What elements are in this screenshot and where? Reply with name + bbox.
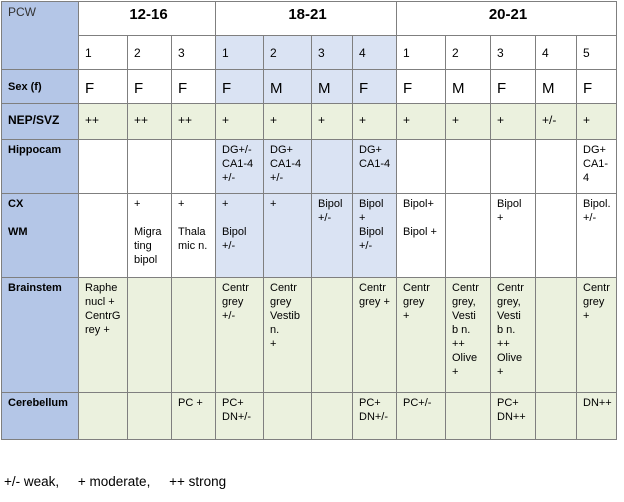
table-cell: Bipol + Bipol +/- [353,194,397,278]
table-cell [312,278,353,393]
case-number: 4 [536,36,577,70]
expression-table [1,1,617,440]
table-cell [264,393,312,440]
table-cell: + [312,104,353,140]
table-row [2,104,617,140]
case-number: 1 [397,36,446,70]
table-cell [128,393,172,440]
case-number: 1 [79,36,128,70]
row-label: Sex (f) [2,70,79,104]
table-cell: + [397,104,446,140]
table-row [2,140,617,194]
case-number: 1 [216,36,264,70]
table-cell: M [312,70,353,104]
case-number: 4 [353,36,397,70]
table-cell [312,140,353,194]
table-cell: Centr grey + [577,278,617,393]
case-number: 3 [491,36,536,70]
table-cell: Centr grey Vestib n. + [264,278,312,393]
table-cell [536,393,577,440]
table-cell: PC+ DN+/- [353,393,397,440]
group-header: 20-21 [397,2,617,36]
table-cell: ++ [79,104,128,140]
table-cell: DG+/- CA1-4 +/- [216,140,264,194]
table-cell [491,140,536,194]
table-row [2,194,617,278]
table-cell [536,140,577,194]
table-cell [128,140,172,194]
table-cell: F [79,70,128,104]
table-cell: + [491,104,536,140]
table-cell [128,278,172,393]
table-cell [446,393,491,440]
table-cell [536,194,577,278]
case-number: 5 [577,36,617,70]
table-cell: + [446,104,491,140]
row-label: Hippocam [2,140,79,194]
table-cell: F [353,70,397,104]
table-cell: DG+ CA1-4 +/- [264,140,312,194]
table-cell: Raphe nucl + CentrG rey + [79,278,128,393]
case-number: 3 [172,36,216,70]
case-number: 3 [312,36,353,70]
table-cell: Bipol + [491,194,536,278]
case-number: 2 [446,36,491,70]
table-cell: +/- [536,104,577,140]
table-cell: Centr grey, Vesti b n. ++ Olive + [491,278,536,393]
case-number: 2 [264,36,312,70]
table-cell: PC+ DN+/- [216,393,264,440]
table-cell: Centr grey +/- [216,278,264,393]
table-cell: F [216,70,264,104]
table-cell: F [128,70,172,104]
table-cell: ++ [172,104,216,140]
table-row [2,278,617,393]
table-cell: + [353,104,397,140]
table-cell [172,140,216,194]
table-cell: Bipol+ Bipol + [397,194,446,278]
case-number: 2 [128,36,172,70]
table-cell: Bipol. +/- [577,194,617,278]
table-cell: Bipol +/- [312,194,353,278]
table-row [2,393,617,440]
pcw-header: PCW [2,2,79,70]
table-cell: + Thala mic n. [172,194,216,278]
table-cell: F [172,70,216,104]
table-cell: Centr grey + [397,278,446,393]
table-cell: + [264,104,312,140]
table-cell: DG+ CA1-4 [353,140,397,194]
table-row [2,70,617,104]
table-cell: ++ [128,104,172,140]
table-cell: + [264,194,312,278]
table-cell: Centr grey, Vesti b n. ++ Olive + [446,278,491,393]
table-cell [536,278,577,393]
table-cell: PC+/- [397,393,446,440]
row-label: Brainstem [2,278,79,393]
table-cell: F [397,70,446,104]
row-label: CX WM [2,194,79,278]
table-cell: DN++ [577,393,617,440]
row-label: NEP/SVZ [2,104,79,140]
table-cell [446,194,491,278]
row-label: Cerebellum [2,393,79,440]
table-cell [79,194,128,278]
table-cell: F [577,70,617,104]
table-cell [446,140,491,194]
table-cell [79,140,128,194]
table-cell: F [491,70,536,104]
table-cell: + Bipol +/- [216,194,264,278]
table-cell: M [446,70,491,104]
table-cell: + [216,104,264,140]
table-cell: M [536,70,577,104]
table-cell [172,278,216,393]
table-cell: DG+ CA1-4 [577,140,617,194]
table-cell: PC + [172,393,216,440]
table-cell: PC+ DN++ [491,393,536,440]
table-cell: Centr grey + [353,278,397,393]
group-header: 12-16 [79,2,216,36]
table-cell [312,393,353,440]
table-cell [79,393,128,440]
group-header: 18-21 [216,2,397,36]
table-cell: + [577,104,617,140]
table-cell: + Migra ting bipol [128,194,172,278]
table-cell [397,140,446,194]
legend: +/- weak, + moderate, ++ strong [4,474,227,489]
table-cell: M [264,70,312,104]
